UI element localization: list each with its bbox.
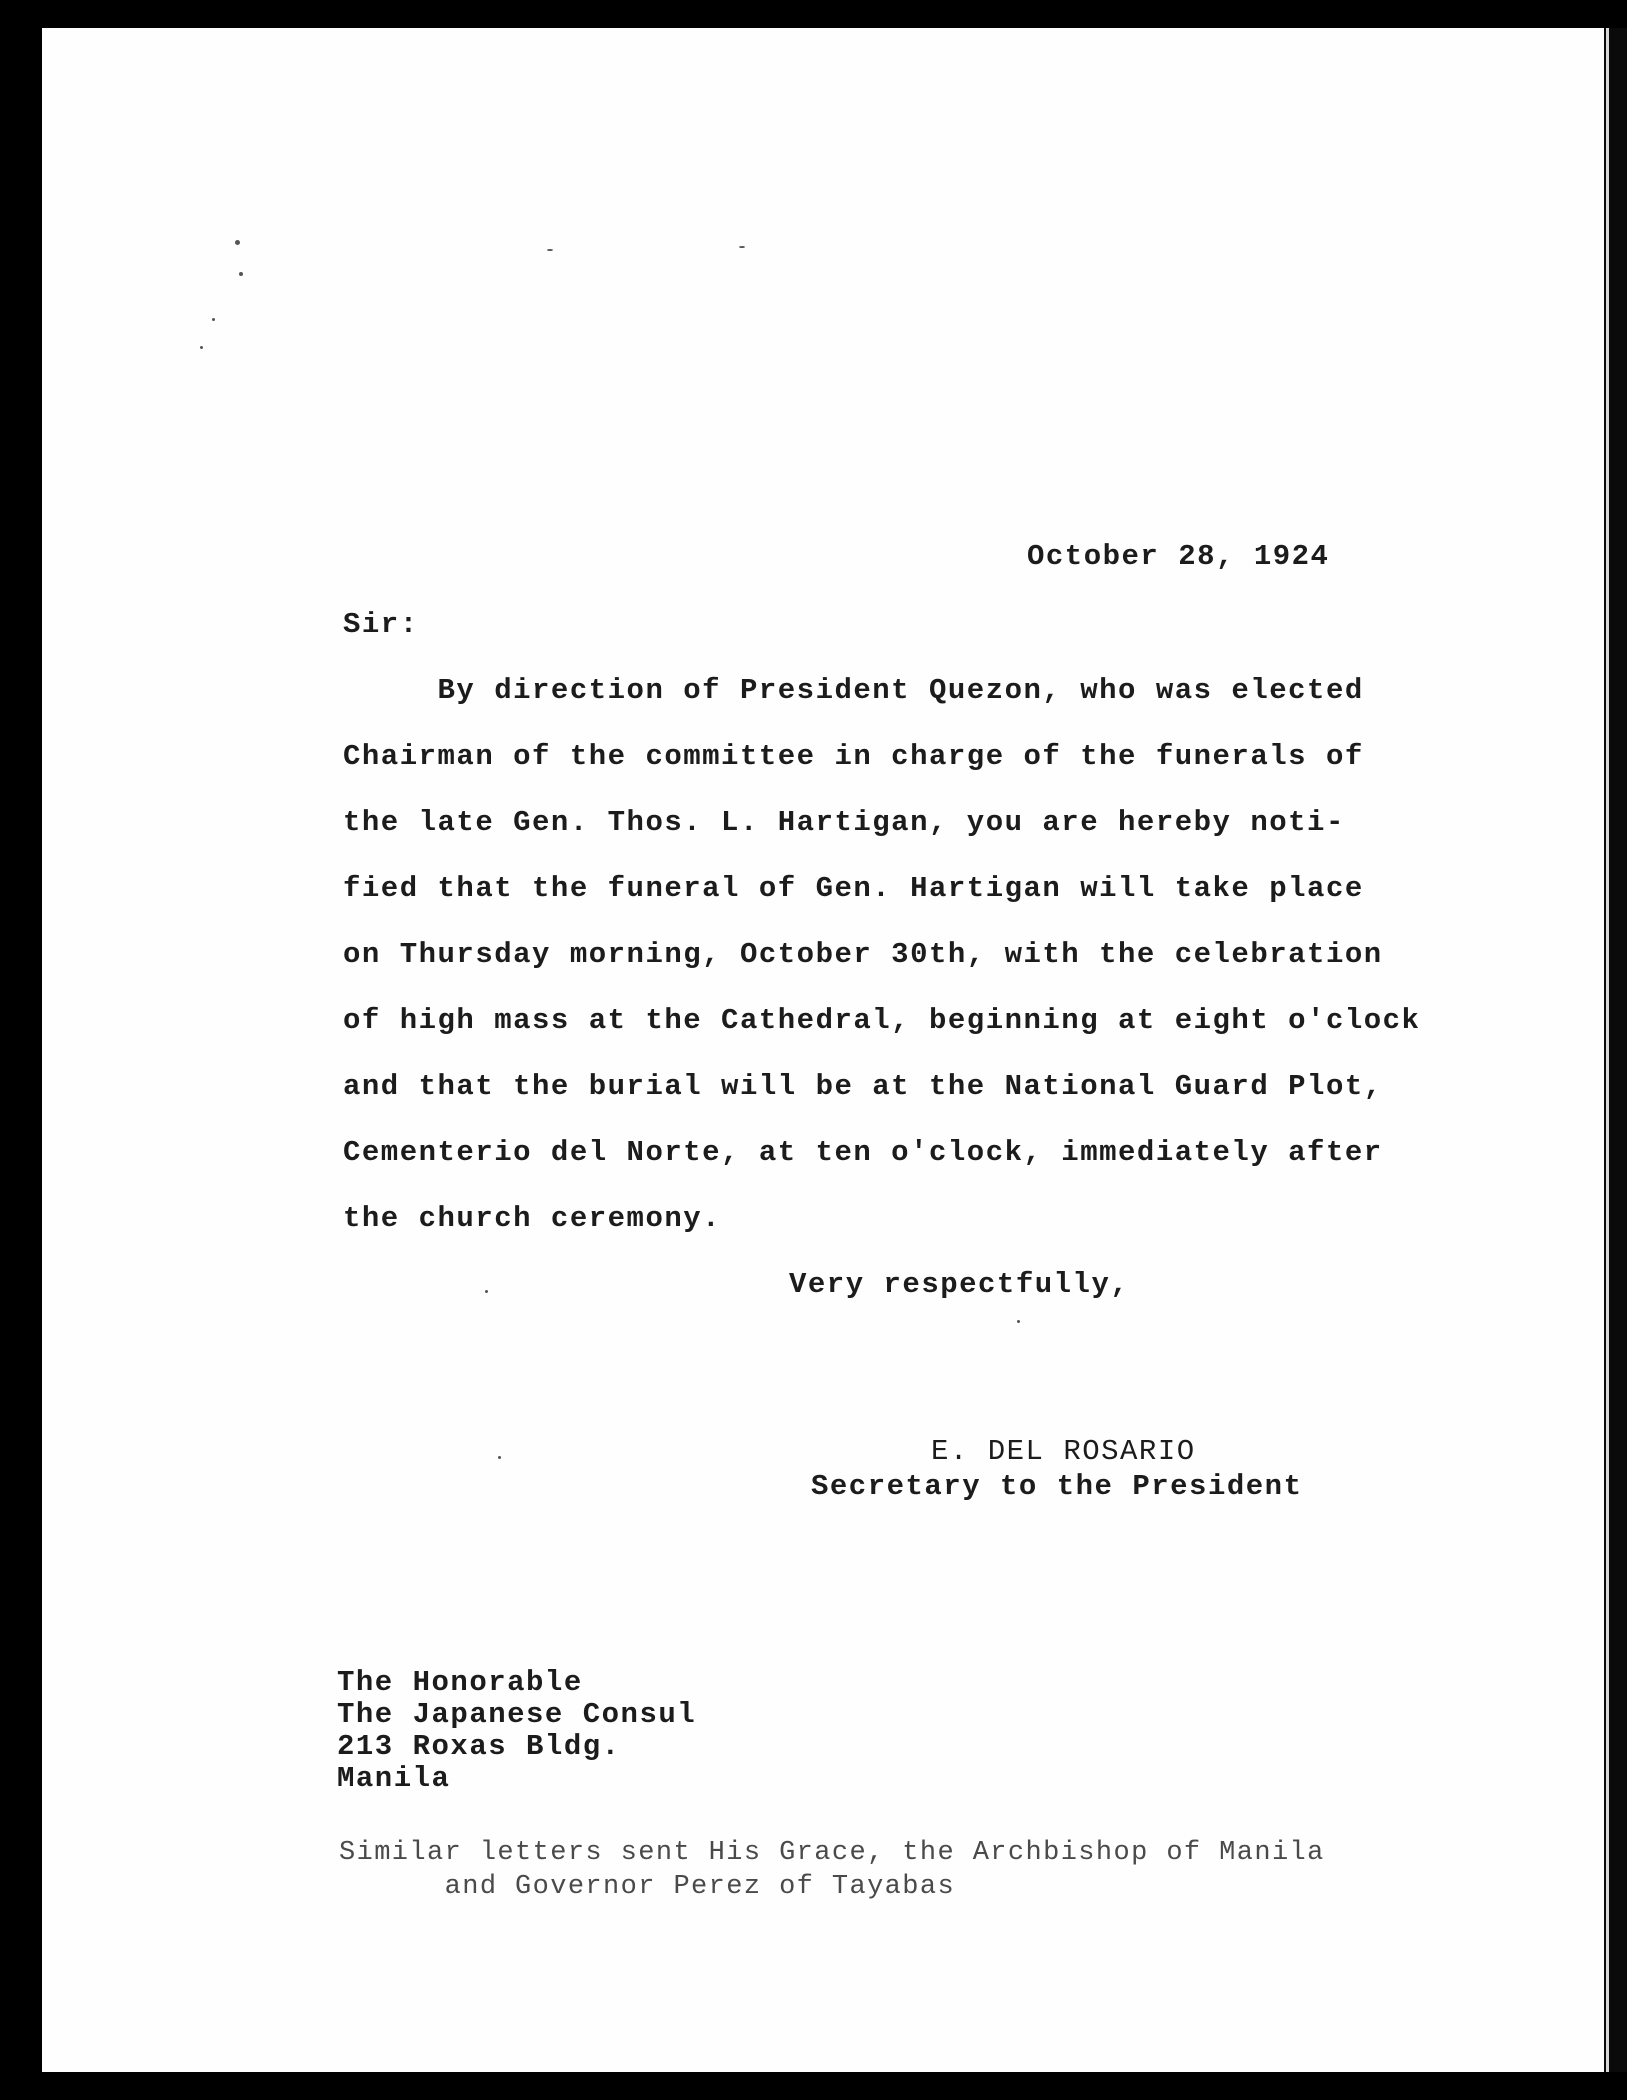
body-line: of high mass at the Cathedral, beginning at eight o'clock — [343, 1004, 1421, 1037]
address-line: The Honorable — [337, 1666, 583, 1699]
body-line: on Thursday morning, October 30th, with the celebration — [343, 938, 1383, 971]
body-line: Chairman of the committee in charge of the funerals of — [343, 740, 1364, 773]
salutation: Sir: — [343, 608, 419, 641]
signature-title: Secretary to the President — [811, 1470, 1303, 1503]
scan-speck — [485, 1290, 488, 1293]
scan-speck — [212, 318, 215, 321]
carbon-note-line: and Governor Perez of Tayabas — [339, 1872, 956, 1902]
scan-speck — [498, 1456, 501, 1459]
scan-edge-line — [1606, 28, 1609, 2072]
address-line: Manila — [337, 1762, 451, 1795]
body-line: the late Gen. Thos. L. Hartigan, you are hereby noti- — [343, 806, 1345, 839]
letter-date: October 28, 1924 — [1027, 540, 1330, 573]
closing: Very respectfully, — [789, 1268, 1130, 1301]
body-line: fied that the funeral of Gen. Hartigan will take place — [343, 872, 1364, 905]
body-line: the church ceremony. — [343, 1202, 722, 1235]
scan-speck — [1017, 1320, 1020, 1323]
address-line: 213 Roxas Bldg. — [337, 1730, 621, 1763]
scan-speck — [200, 346, 203, 349]
address-line: The Japanese Consul — [337, 1698, 697, 1731]
letter-page — [42, 28, 1604, 2072]
scan-speck — [235, 240, 240, 245]
body-line: By direction of President Quezon, who was elected — [343, 674, 1364, 707]
body-line: Cementerio del Norte, at ten o'clock, immediately after — [343, 1136, 1383, 1169]
scan-speck — [739, 246, 745, 248]
scan-speck — [239, 272, 243, 276]
signature-name: E. DEL ROSARIO — [931, 1435, 1196, 1468]
carbon-note-line: Similar letters sent His Grace, the Archbishop of Manila — [339, 1838, 1325, 1868]
body-line: and that the burial will be at the National Guard Plot, — [343, 1070, 1383, 1103]
scan-speck — [547, 249, 553, 251]
